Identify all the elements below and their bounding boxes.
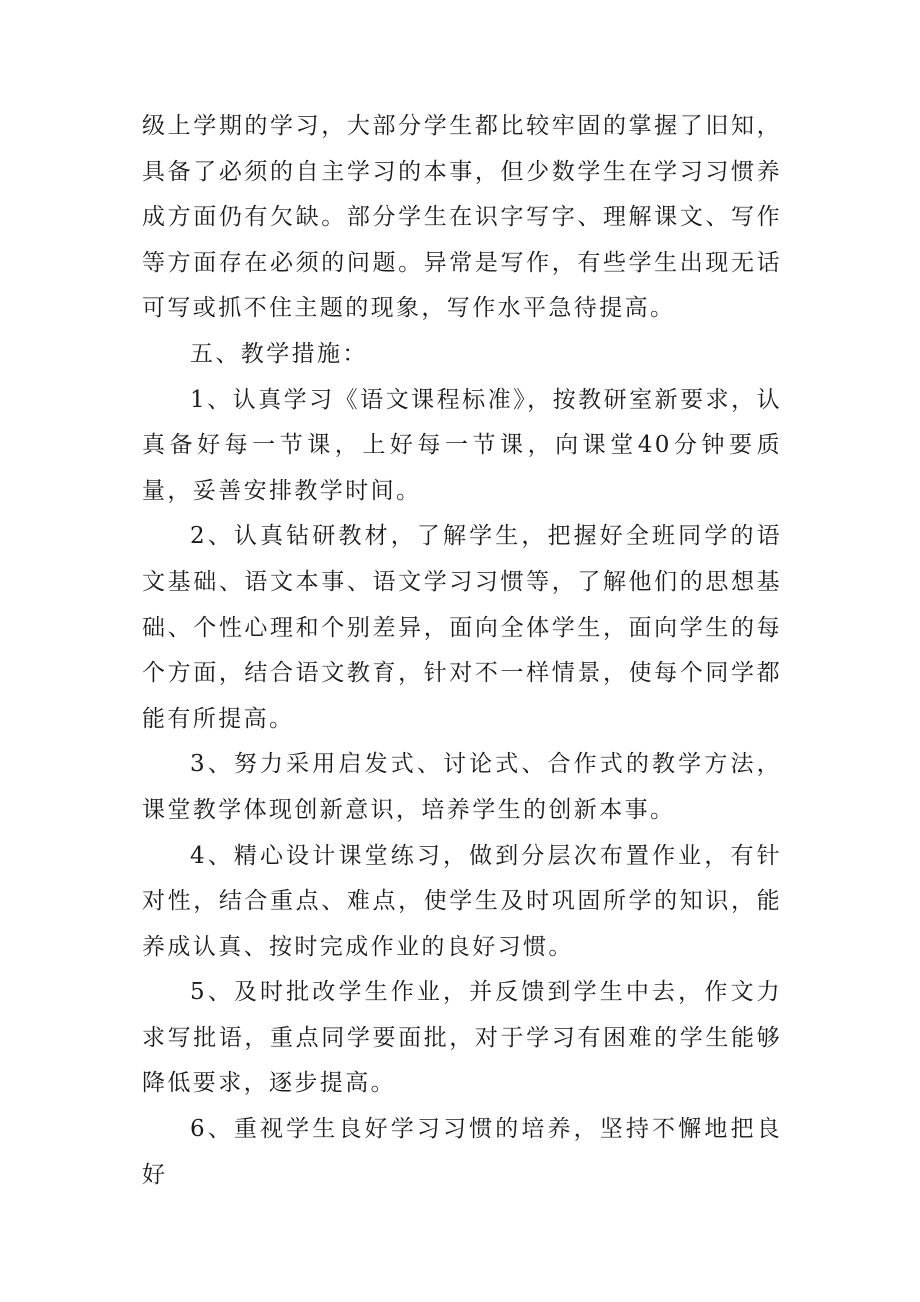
paragraph-intro-continued: 级上学期的学习，大部分学生都比较牢固的掌握了旧知，具备了必须的自主学习的本事，但少数学生在学习习惯养成方面仍有欠缺。部分学生在识字写字、理解课文、写作等方面存在必须的问题。异常是写作，有些学生出现无话可写或抓不住主题的现象，写作水平急待提高。 [142,113,782,322]
document-body [142,104,782,1198]
paragraph-measure-1: 1、认真学习《语文课程标准》，按教研室新要求，认真备好每一节课，上好每一节课，向课堂40分钟要质量，妥善安排教学时间。 [142,386,782,504]
paragraph-measure-2: 2、认真钻研教材，了解学生，把握好全班同学的语文基础、语文本事、语文学习习惯等，了解他们的思想基础、个性心理和个别差异，面向全体学生，面向学生的每个方面，结合语文教育，针对不一样情景，使每个同学都能有所提高。 [142,523,782,732]
section-heading-teaching-measures: 五、教学措施： [190,340,368,367]
paragraph-measure-3: 3、努力采用启发式、讨论式、合作式的教学方法，课堂教学体现创新意识，培养学生的创新本事。 [142,751,782,823]
paragraph-measure-5: 5、及时批改学生作业，并反馈到学生中去，作文力求写批语，重点同学要面批，对于学习有困难的学生能够降低要求，逐步提高。 [142,979,782,1097]
paragraph-measure-4: 4、精心设计课堂练习，做到分层次布置作业，有针对性，结合重点、难点，使学生及时巩固所学的知识，能养成认真、按时完成作业的良好习惯。 [142,842,782,960]
paragraph-measure-6: 6、重视学生良好学习习惯的培养，坚持不懈地把良好 [142,1116,782,1188]
